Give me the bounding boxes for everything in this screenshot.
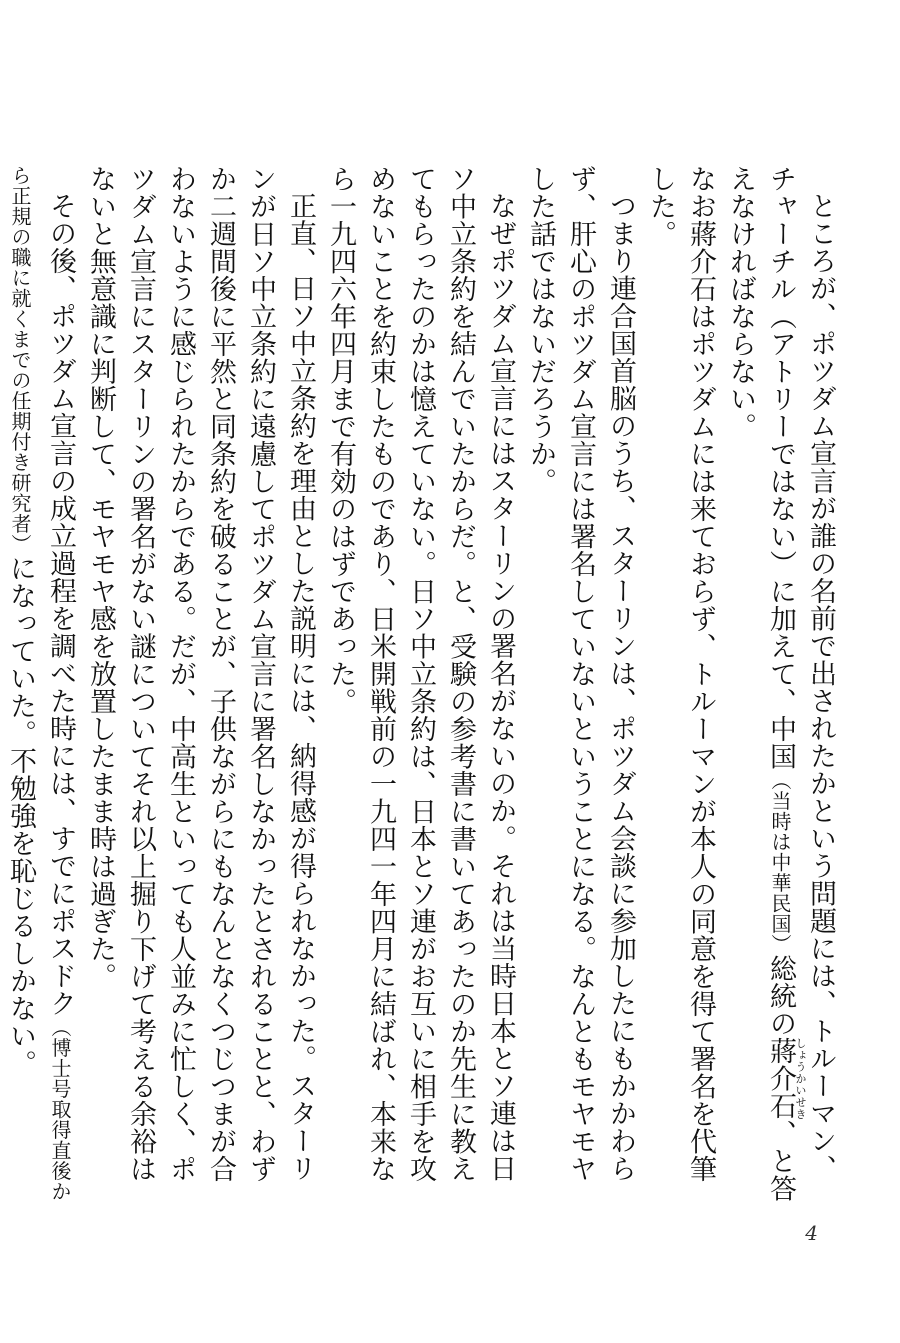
paragraph-2: なお蔣介石はポツダムには来ておらず、トルーマンが本人の同意を得て署名を代筆した。 [645, 165, 716, 1183]
paragraph-6-note: （博士号取得直後から正規の職に就くまでの任期付き研究者） [8, 165, 72, 1202]
paragraph-5: 正直、日ソ中立条約を理由とした説明には、納得感が得られなかった。スターリンが日ソ中立条約に遠慮してポツダム宣言に署名しなかったとされることと、わずか二週間後に平然と同条約を破ることが、子供ながらにもなんとなくつじつまが合わないように感じられたからである。だが、中高生といっても人並みに忙しく、ポツダム宣言にスターリンの署名がない謎についてそれ以上掘り下げて考える余裕はないと無意識に判断して、モヤモヤ感を放置したまま時は過ぎた。 [85, 165, 316, 1183]
ruby-chiang-kai-shek [765, 1037, 807, 1120]
paragraph-1 [720, 165, 840, 1205]
paragraph-3: つまり連合国首脳のうち、スターリンは、ポツダム会談に参加したにもかかわらず、肝心のポツダム宣言には署名していないということになる。なんともモヤモヤした話ではないだろうか。 [525, 165, 636, 1183]
ruby-reading: しょうかいせき [794, 1037, 807, 1120]
paragraph-6-text-b: になっていた。不勉強を恥じるしかない。 [5, 554, 36, 1077]
body-text [5, 165, 840, 1205]
paragraph-1-text-b: 総統の [765, 954, 796, 1037]
paragraph-1-note: （当時は中華民国） [768, 770, 792, 955]
page-number: 4 [805, 1221, 818, 1245]
ruby-base: 蔣介石 [765, 1037, 796, 1120]
paragraph-1-text-c: 、と答えなければならない。 [725, 165, 796, 1202]
paragraph-1-text-a: ところが、ポツダム宣言が誰の名前で出されたかという問題には、トルーマン、チャーチル（アトリーではない）に加えて、中国 [765, 165, 836, 1182]
paragraph-6 [0, 165, 80, 1205]
paragraph-6-text-a: その後、ポツダム宣言の成立過程を調べた時には、すでにポスドク [45, 192, 76, 1017]
paragraph-4: なぜポツダム宣言にはスターリンの署名がないのか。それは当時日本とソ連は日ソ中立条約を結んでいたからだ。と、受験の参考書に書いてあったのか先生に教えてもらったのかは憶えていない。日ソ中立条約は、日本とソ連がお互いに相手を攻めないことを約束したものであり、日米開戦前の一九四一年四月に結ばれ、本来なら一九四六年四月まで有効のはずであった。 [325, 165, 516, 1183]
